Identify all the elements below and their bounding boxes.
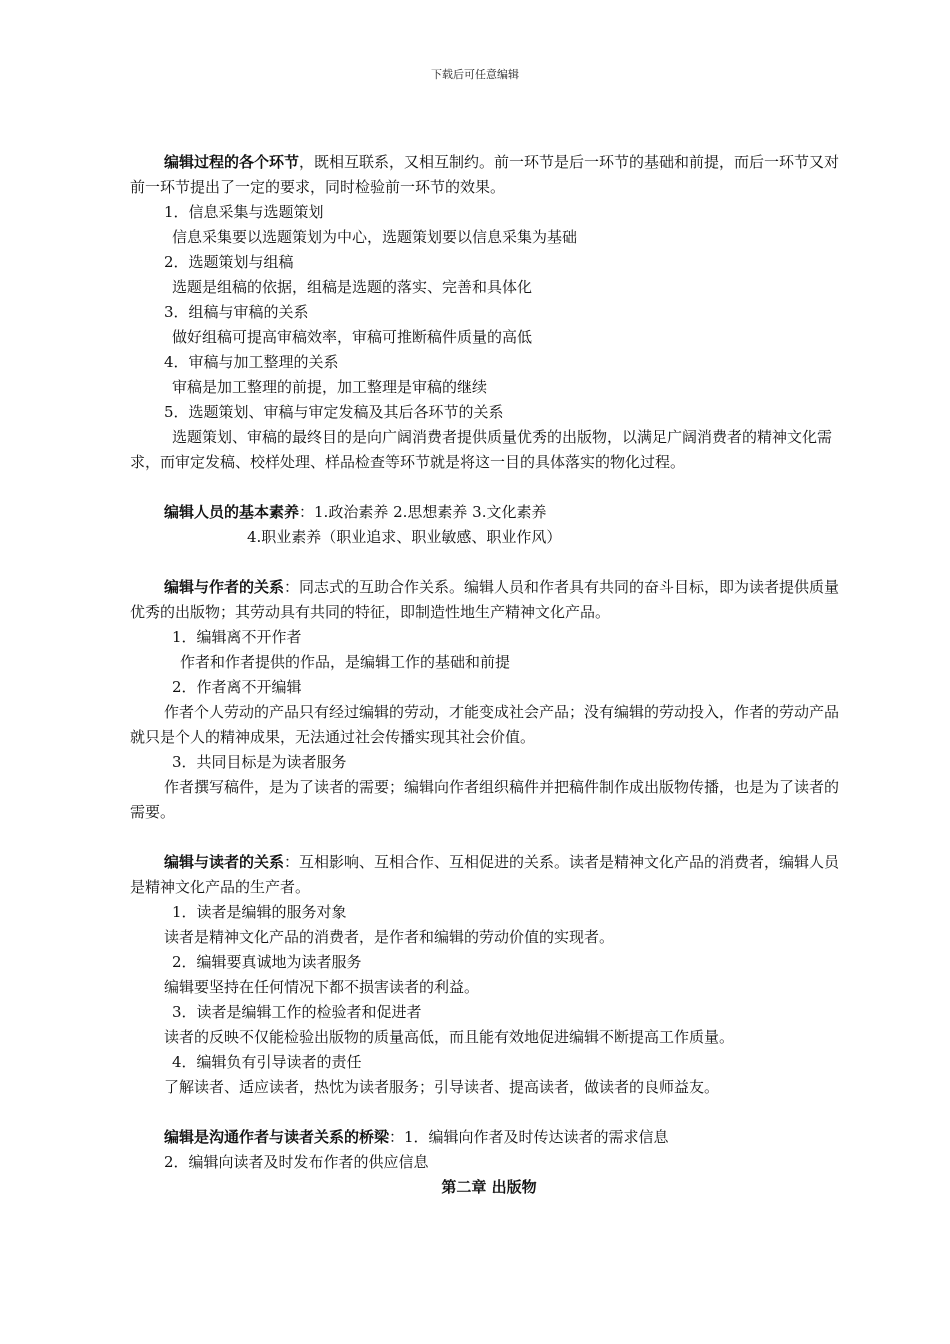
list-item-heading: 2．选题策划与组稿 (164, 253, 294, 271)
paragraph-text: ：1.政治素养 2.思想素养 3.文化素养 (299, 503, 547, 521)
section-title: 编辑过程的各个环节 (164, 153, 300, 171)
section-title: 编辑与读者的关系 (164, 853, 285, 871)
list-item-heading: 4．编辑负有引导读者的责任 (172, 1053, 362, 1071)
paragraph-text: 2．编辑向读者及时发布作者的供应信息 (164, 1153, 429, 1171)
paragraph-text: 4.职业素养（职业追求、职业敏感、职业作风） (247, 528, 562, 546)
list-item-body: 作者撰写稿件，是为了读者的需要；编辑向作者组织稿件并把稿件制作成出版物传播，也是为了读者的需要。 (130, 778, 840, 821)
list-item-body: 做好组稿可提高审稿效率，审稿可推断稿件质量的高低 (172, 328, 533, 346)
section-editing-process-intro (130, 150, 848, 200)
list-item-body: 作者和作者提供的作品，是编辑工作的基础和前提 (180, 653, 511, 671)
section-editor-bridge (130, 1125, 848, 1150)
section-editor-author (130, 575, 848, 625)
list-item-heading: 2．作者离不开编辑 (172, 678, 302, 696)
section-editor-reader (130, 850, 848, 900)
list-item-heading: 1．信息采集与选题策划 (164, 203, 324, 221)
paragraph-text: ，既相互联系，又相互制约。前一环节是后一环节的基础和前提，而后一环节又对前一环节提出了一定的要求，同时检验前一环节的效果。 (130, 153, 840, 196)
list-item-body: 审稿是加工整理的前提，加工整理是审稿的继续 (172, 378, 488, 396)
section-title: 编辑与作者的关系 (164, 578, 285, 596)
paragraph-text: ：1．编辑向作者及时传达读者的需求信息 (389, 1128, 669, 1146)
list-item-heading: 4．审稿与加工整理的关系 (164, 353, 339, 371)
list-item-body: 读者是精神文化产品的消费者，是作者和编辑的劳动价值的实现者。 (164, 928, 615, 946)
list-item-heading: 5．选题策划、审稿与审定发稿及其后各环节的关系 (164, 403, 504, 421)
list-item-heading: 1．读者是编辑的服务对象 (172, 903, 347, 921)
list-item-body: 了解读者、适应读者，热忱为读者服务；引导读者、提高读者，做读者的良师益友。 (164, 1078, 720, 1096)
list-item-heading: 3．读者是编辑工作的检验者和促进者 (172, 1003, 422, 1021)
list-item-heading: 3．共同目标是为读者服务 (172, 753, 347, 771)
list-item-body: 选题是组稿的依据，组稿是选题的落实、完善和具体化 (172, 278, 533, 296)
list-item-body: 选题策划、审稿的最终目的是向广阔消费者提供质量优秀的出版物，以满足广阔消费者的精神文化需求，而审定发稿、校样处理、样品检查等环节就是将这一目的具体落实的物化过程。 (130, 428, 833, 471)
paragraph-text: ：同志式的互助合作关系。编辑人员和作者具有共同的奋斗目标，即为读者提供质量优秀的出版物；其劳动具有共同的特征，即制造性地生产精神文化产品。 (130, 578, 840, 621)
list-item-body: 读者的反映不仅能检验出版物的质量高低，而且能有效地促进编辑不断提高工作质量。 (164, 1028, 735, 1046)
section-editor-qualities (130, 500, 848, 525)
list-item-body: 作者个人劳动的产品只有经过编辑的劳动，才能变成社会产品；没有编辑的劳动投入，作者的劳动产品就只是个人的精神成果，无法通过社会传播实现其社会价值。 (130, 703, 840, 746)
document-body (130, 150, 848, 1200)
list-item-body: 信息采集要以选题策划为中心，选题策划要以信息采集为基础 (172, 228, 578, 246)
chapter-heading: 第二章 出版物 (441, 1178, 537, 1196)
list-item-heading: 2．编辑要真诚地为读者服务 (172, 953, 362, 971)
list-item-body: 编辑要坚持在任何情况下都不损害读者的利益。 (164, 978, 480, 996)
page-header: 下载后可任意编辑 (431, 68, 519, 81)
paragraph-text: ：互相影响、互相合作、互相促进的关系。读者是精神文化产品的消费者，编辑人员是精神文化产品的生产者。 (130, 853, 840, 896)
list-item-heading: 1．编辑离不开作者 (172, 628, 302, 646)
section-title: 编辑是沟通作者与读者关系的桥梁 (164, 1128, 390, 1146)
list-item-heading: 3．组稿与审稿的关系 (164, 303, 309, 321)
section-title: 编辑人员的基本素养 (164, 503, 300, 521)
